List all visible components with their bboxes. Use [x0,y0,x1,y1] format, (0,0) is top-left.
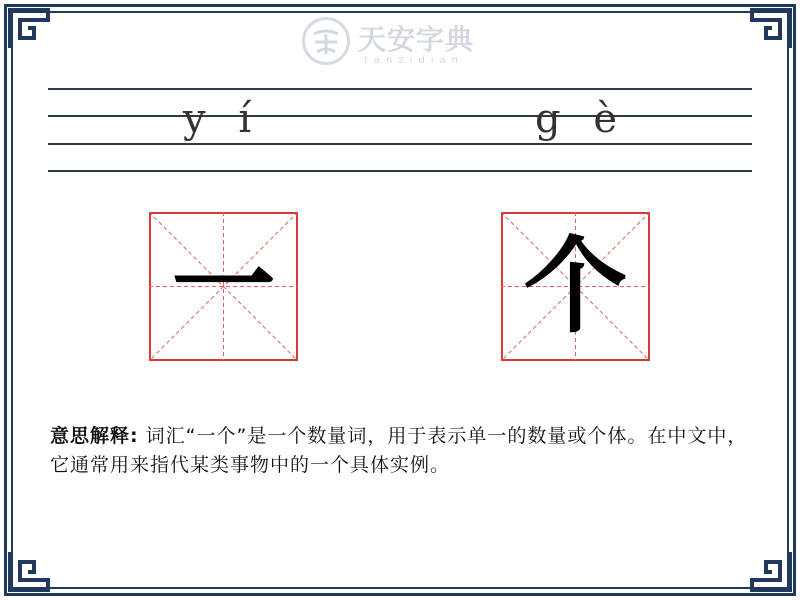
site-logo [302,15,502,70]
corner-ornament-bottom-right [748,548,794,594]
meaning-text: 词汇“一个”是一个数量词，用于表示单一的数量或个体。在中文中，它通常用来指代某类事物中的一个具体实例。 [50,425,748,476]
pinyin-syllable-2: g è [535,96,627,142]
pinyin-line [48,88,752,90]
character-grid-1 [149,212,298,361]
hanzi-character-1: 一 [171,225,276,347]
meaning-separator: : [130,425,139,447]
corner-ornament-top-right [748,6,794,52]
corner-ornament-bottom-left [6,548,52,594]
hanzi-character-2: 个 [523,225,628,347]
pinyin-syllable-1: y í [183,96,262,142]
pinyin-line [48,170,752,172]
character-grid-2 [501,212,650,361]
logo-emblem-icon [302,17,350,65]
pinyin-line [48,143,752,145]
meaning-label: 意思解释 [50,425,131,447]
meaning-explanation [50,422,750,480]
logo-subtitle: tanzidian [364,55,465,66]
pinyin-line [48,115,752,117]
pinyin-ruled-lines [48,88,752,174]
logo-title: 天安字典 [358,23,475,56]
corner-ornament-top-left [6,6,52,52]
